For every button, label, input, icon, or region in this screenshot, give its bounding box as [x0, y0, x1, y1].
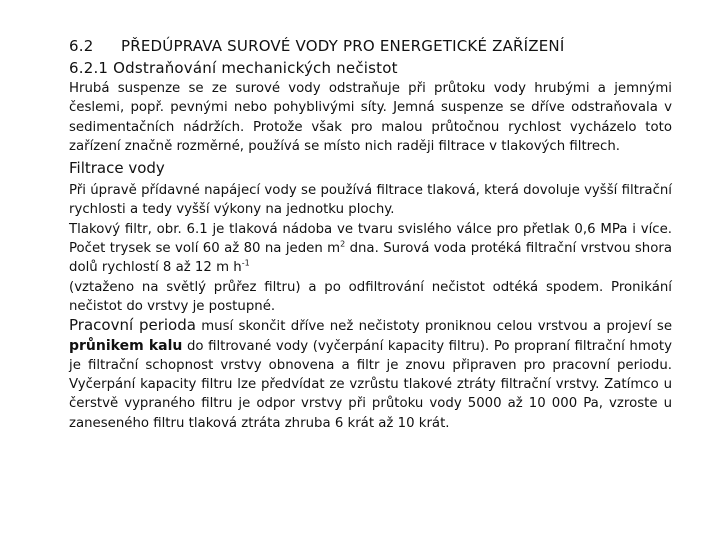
subsection-number: 6.2.1: [69, 59, 109, 77]
paragraph-filtration-3: (vztaženo na světlý průřez filtru) a po odfiltrování nečistot odtéká spodem. Pronikání nečistot do vrstvy je postupné.: [69, 279, 672, 314]
filtration-2-text-b: dna. Surová voda protéká filtrační vrstvou shora dolů rychlostí 8 až 12 m h: [69, 241, 672, 276]
filtration-2-text-a: Tlakový filtr, obr. 6.1 je tlaková nádoba ve tvaru svislého válce pro přetlak 0,6 MPa i více. Počet trysek se volí 60 až 80 na jeden m: [69, 221, 672, 257]
document-page: [69, 36, 672, 433]
paragraph-intro: Hrubá suspenze se ze surové vody odstraňuje při průtoku vody hrubými a jemnými česlemi, popř. pevnými nebo pohyblivými síty. Jemná suspenze se dříve odstraňovala v sedimentačních nádržích. Protože však pro malou průtočnou rychlost vycházelo toto zařízení značně rozměrné, používá se místo nich raději filtrace v tlakových filtrech.: [69, 81, 672, 154]
heading-filtration: Filtrace vody: [69, 159, 165, 178]
superscript-minus-1: -1: [241, 258, 250, 268]
superscript-2: 2: [340, 239, 346, 249]
subsection-heading: [69, 57, 672, 79]
term-work-period: Pracovní perioda: [69, 316, 196, 335]
paragraph-filtration-1: Při úpravě přídavné napájecí vody se používá filtrace tlaková, která dovoluje vyšší filtrační rychlosti a tedy vyšší výkony na jednotku plochy.: [69, 183, 672, 218]
section-heading: [69, 36, 672, 57]
period-text-a: musí skončit dříve než nečistoty proniknou celou vrstvou a projeví se: [195, 319, 673, 335]
section-title: PŘEDÚPRAVA SUROVÉ VODY PRO ENERGETICKÉ ZAŘÍZENÍ: [121, 37, 565, 55]
paragraph-filtration-2: [69, 220, 672, 278]
section-number: 6.2: [69, 37, 94, 55]
subsection-title: Odstraňování mechanických nečistot: [113, 59, 398, 77]
period-text-b: do filtrované vody (vyčerpání kapacity filtru). Po propraní filtrační hmoty je filtrační schopnost vrstvy obnovena a filtr je znovu připraven pro pracovní periodu. Vyčerpání kapacity filtru lze předvídat ze vzrůstu tlakové ztráty filtrační vrstvy. Zatímco u čerstvě vypraného filtru je odpor vrstvy při průtoku vody 5000 až 10 000 Pa, vzroste u zaneseného filtru tlaková ztráta zhruba 6 krát až 10 krát.: [69, 338, 673, 431]
paragraph-work-period: [69, 316, 672, 433]
term-sludge-breakthrough: průnikem kalu: [69, 337, 183, 354]
